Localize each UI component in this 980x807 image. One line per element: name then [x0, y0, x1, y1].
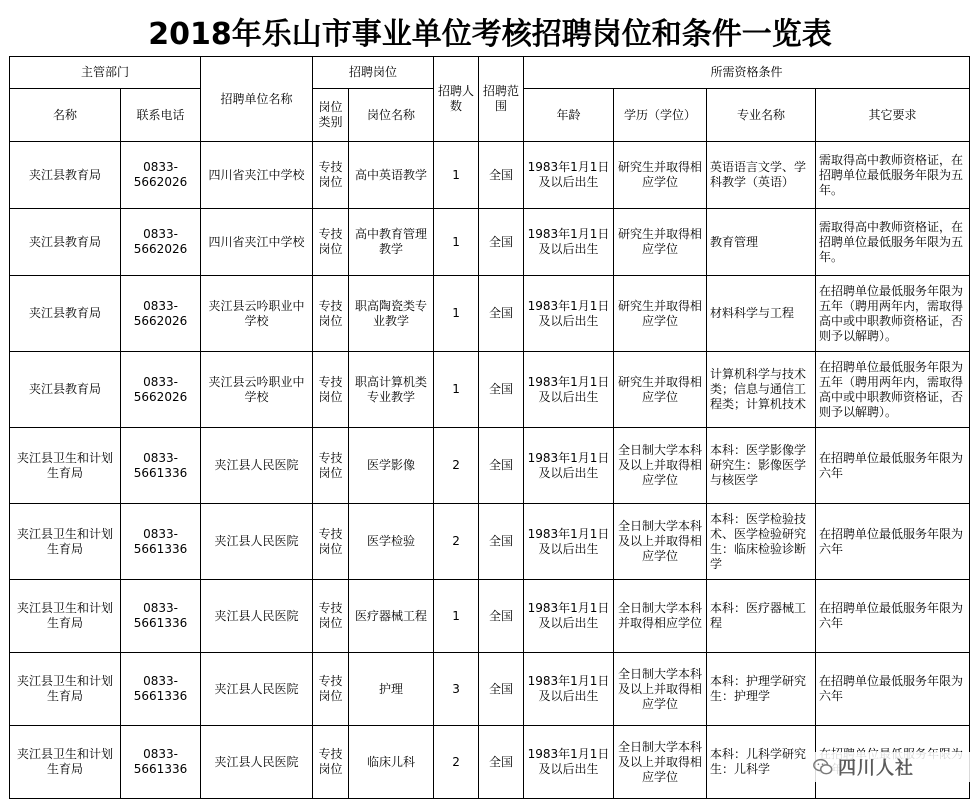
post-type-cell: 专技岗位	[313, 580, 349, 653]
phone-cell: 0833-5661336	[121, 580, 201, 653]
post-type-cell: 专技岗位	[313, 209, 349, 276]
other-cell: 在招聘单位最低服务年限为五年（聘用两年内，需取得高中或中职教师资格证，否则予以解聘）。	[816, 276, 970, 352]
unit-cell: 四川省夹江中学校	[201, 209, 313, 276]
header-post-group: 招聘岗位	[313, 57, 434, 89]
post-name-cell: 职高计算机类专业教学	[349, 352, 434, 428]
edu-cell: 研究生并取得相应学位	[614, 276, 707, 352]
scope-cell: 全国	[479, 580, 524, 653]
post-name-cell: 高中教育管理教学	[349, 209, 434, 276]
header-post-name: 岗位名称	[349, 89, 434, 142]
header-post-type: 岗位类别	[313, 89, 349, 142]
dept-cell: 夹江县教育局	[10, 142, 121, 209]
age-cell: 1983年1月1日及以后出生	[524, 142, 614, 209]
scope-cell: 全国	[479, 428, 524, 504]
phone-cell: 0833-5662026	[121, 276, 201, 352]
count-cell: 1	[434, 352, 479, 428]
header-other: 其它要求	[816, 89, 970, 142]
header-unit: 招聘单位名称	[201, 57, 313, 142]
edu-cell: 全日制大学本科及以上并取得相应学位	[614, 504, 707, 580]
table-row	[10, 580, 970, 653]
edu-cell: 研究生并取得相应学位	[614, 352, 707, 428]
age-cell: 1983年1月1日及以后出生	[524, 504, 614, 580]
wechat-icon	[812, 756, 834, 778]
age-cell: 1983年1月1日及以后出生	[524, 276, 614, 352]
header-dept-group: 主管部门	[10, 57, 201, 89]
count-cell: 1	[434, 142, 479, 209]
age-cell: 1983年1月1日及以后出生	[524, 209, 614, 276]
watermark-text: 四川人社	[838, 758, 914, 779]
table-row	[10, 653, 970, 726]
scope-cell: 全国	[479, 504, 524, 580]
other-cell: 在招聘单位最低服务年限为六年	[816, 428, 970, 504]
edu-cell: 全日制大学本科及以上并取得相应学位	[614, 726, 707, 799]
phone-cell: 0833-5661336	[121, 726, 201, 799]
unit-cell: 夹江县人民医院	[201, 580, 313, 653]
table-row	[10, 276, 970, 352]
scope-cell: 全国	[479, 209, 524, 276]
table-row	[10, 352, 970, 428]
post-name-cell: 临床儿科	[349, 726, 434, 799]
major-cell: 本科：护理学研究生：护理学	[707, 653, 816, 726]
watermark	[812, 752, 972, 782]
other-cell: 在招聘单位最低服务年限为五年（聘用两年内，需取得高中或中职教师资格证，否则予以解聘）。	[816, 352, 970, 428]
age-cell: 1983年1月1日及以后出生	[524, 580, 614, 653]
other-cell: 需取得高中教师资格证，在招聘单位最低服务年限为五年。	[816, 209, 970, 276]
table-row	[10, 142, 970, 209]
other-cell: 在招聘单位最低服务年限为六年	[816, 580, 970, 653]
scope-cell: 全国	[479, 653, 524, 726]
recruitment-table	[9, 56, 970, 799]
header-scope: 招聘范围	[479, 57, 524, 142]
other-cell: 需取得高中教师资格证，在招聘单位最低服务年限为五年。	[816, 142, 970, 209]
post-name-cell: 医学影像	[349, 428, 434, 504]
page-title: 2018年乐山市事业单位考核招聘岗位和条件一览表	[148, 17, 832, 52]
post-name-cell: 高中英语教学	[349, 142, 434, 209]
major-cell: 计算机科学与技术类；信息与通信工程类；计算机技术	[707, 352, 816, 428]
post-type-cell: 专技岗位	[313, 726, 349, 799]
phone-cell: 0833-5662026	[121, 209, 201, 276]
dept-cell: 夹江县卫生和计划生育局	[10, 504, 121, 580]
post-type-cell: 专技岗位	[313, 653, 349, 726]
table-row	[10, 428, 970, 504]
other-cell: 在招聘单位最低服务年限为六年	[816, 653, 970, 726]
scope-cell: 全国	[479, 276, 524, 352]
dept-cell: 夹江县教育局	[10, 352, 121, 428]
major-cell: 本科：儿科学研究生：儿科学	[707, 726, 816, 799]
edu-cell: 全日制大学本科并取得相应学位	[614, 580, 707, 653]
scope-cell: 全国	[479, 352, 524, 428]
dept-cell: 夹江县卫生和计划生育局	[10, 428, 121, 504]
header-dept-name: 名称	[10, 89, 121, 142]
header-req-group: 所需资格条件	[524, 57, 970, 89]
header-dept-phone: 联系电话	[121, 89, 201, 142]
unit-cell: 夹江县人民医院	[201, 653, 313, 726]
post-name-cell: 医学检验	[349, 504, 434, 580]
count-cell: 3	[434, 653, 479, 726]
scope-cell: 全国	[479, 726, 524, 799]
count-cell: 1	[434, 276, 479, 352]
post-name-cell: 职高陶瓷类专业教学	[349, 276, 434, 352]
post-type-cell: 专技岗位	[313, 504, 349, 580]
major-cell: 教育管理	[707, 209, 816, 276]
major-cell: 英语语言文学、学科教学（英语）	[707, 142, 816, 209]
age-cell: 1983年1月1日及以后出生	[524, 428, 614, 504]
major-cell: 本科：医学影像学研究生：影像医学与核医学	[707, 428, 816, 504]
header-age: 年龄	[524, 89, 614, 142]
major-cell: 本科：医学检验技术、医学检验研究生：临床检验诊断学	[707, 504, 816, 580]
major-cell: 材料科学与工程	[707, 276, 816, 352]
age-cell: 1983年1月1日及以后出生	[524, 352, 614, 428]
edu-cell: 研究生并取得相应学位	[614, 142, 707, 209]
unit-cell: 夹江县云吟职业中学校	[201, 352, 313, 428]
count-cell: 1	[434, 209, 479, 276]
scope-cell: 全国	[479, 142, 524, 209]
edu-cell: 全日制大学本科及以上并取得相应学位	[614, 653, 707, 726]
post-type-cell: 专技岗位	[313, 352, 349, 428]
unit-cell: 夹江县人民医院	[201, 504, 313, 580]
header-row-1	[10, 57, 970, 89]
dept-cell: 夹江县卫生和计划生育局	[10, 580, 121, 653]
dept-cell: 夹江县教育局	[10, 276, 121, 352]
phone-cell: 0833-5662026	[121, 352, 201, 428]
post-type-cell: 专技岗位	[313, 276, 349, 352]
unit-cell: 夹江县人民医院	[201, 726, 313, 799]
header-edu: 学历（学位）	[614, 89, 707, 142]
edu-cell: 全日制大学本科及以上并取得相应学位	[614, 428, 707, 504]
edu-cell: 研究生并取得相应学位	[614, 209, 707, 276]
age-cell: 1983年1月1日及以后出生	[524, 653, 614, 726]
unit-cell: 夹江县人民医院	[201, 428, 313, 504]
phone-cell: 0833-5662026	[121, 142, 201, 209]
count-cell: 2	[434, 428, 479, 504]
major-cell: 本科：医疗器械工程	[707, 580, 816, 653]
post-type-cell: 专技岗位	[313, 142, 349, 209]
post-name-cell: 医疗器械工程	[349, 580, 434, 653]
post-type-cell: 专技岗位	[313, 428, 349, 504]
post-name-cell: 护理	[349, 653, 434, 726]
dept-cell: 夹江县卫生和计划生育局	[10, 726, 121, 799]
phone-cell: 0833-5661336	[121, 653, 201, 726]
dept-cell: 夹江县教育局	[10, 209, 121, 276]
count-cell: 2	[434, 726, 479, 799]
count-cell: 1	[434, 580, 479, 653]
header-count: 招聘人数	[434, 57, 479, 142]
table-row	[10, 504, 970, 580]
phone-cell: 0833-5661336	[121, 428, 201, 504]
count-cell: 2	[434, 504, 479, 580]
other-cell: 在招聘单位最低服务年限为六年	[816, 504, 970, 580]
unit-cell: 四川省夹江中学校	[201, 142, 313, 209]
unit-cell: 夹江县云吟职业中学校	[201, 276, 313, 352]
table-row	[10, 209, 970, 276]
age-cell: 1983年1月1日及以后出生	[524, 726, 614, 799]
dept-cell: 夹江县卫生和计划生育局	[10, 653, 121, 726]
header-major: 专业名称	[707, 89, 816, 142]
phone-cell: 0833-5661336	[121, 504, 201, 580]
